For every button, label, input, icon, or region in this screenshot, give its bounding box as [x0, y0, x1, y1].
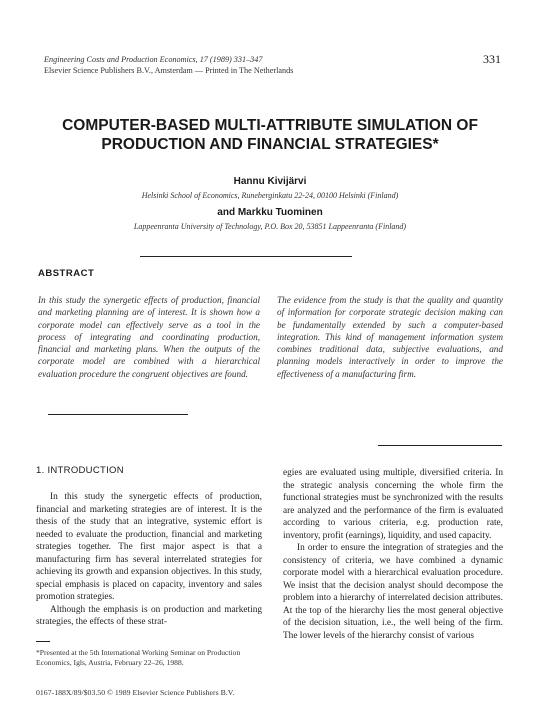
intro-paragraph: Although the emphasis is on production and marketing strategies, the effects of these strat- [36, 604, 262, 627]
paper-title: COMPUTER-BASED MULTI-ATTRIBUTE SIMULATION OF PRODUCTION AND FINANCIAL STRATEGIES* [62, 117, 478, 153]
author-2-name: and Markku Tuominen [217, 207, 323, 218]
author-1-affiliation: Helsinki School of Economics, Runeberginkatu 22-24, 00100 Helsinki (Finland) [141, 191, 399, 200]
abstract-left: In this study the synergetic effects of production, financial and marketing planning are of interest. It is shown how a corporate model can effectively serve as a tool in the process of integrating and coordinating production, financial and marketing plans. When the outputs of the corporate model are combined with a hierarchical evaluation procedure the congruent objectives are found. [38, 295, 260, 379]
author-2-affiliation: Lappeenranta University of Technology, P.O. Box 20, 53851 Lappeenranta (Finland) [133, 222, 407, 231]
intro-paragraph: egies are evaluated using multiple, diversified criteria. In the strategic analysis concerning the whole firm the functional strategies must be synchronized with the results are analyzed and the performance of the firm is evaluated according to various criteria, e.g. production rate, inventory, profit (earnings), liquidity, and used capacity. [283, 468, 503, 541]
title-divider [140, 256, 352, 257]
intro-paragraph: In this study the synergetic effects of production, financial and marketing strategies are of interest. It is the thesis of the study that an integrative, systemic effort is needed to evaluate the production, financial and marketing strategies together. The first major aspect is that a manufacturing firm has several interrelated strategies for achieving its growth and expansion objectives. In this study, special emphasis is placed on capacity, inventory and sales promotion strategies. [36, 492, 262, 602]
copyright-footer: 0167-188X/89/$03.50 © 1989 Elsevier Science Publishers B.V. [36, 688, 235, 697]
page-number: 331 [483, 52, 501, 66]
abstract-divider-left [48, 414, 188, 415]
publisher-line: Elsevier Science Publishers B.V., Amsterdam — Printed in The Netherlands [44, 66, 294, 75]
footnote-rule [36, 641, 50, 642]
intro-paragraph: In order to ensure the integration of strategies and the consistency of criteria, we have combined a dynamic corporate model with a hierarchical evaluation procedure. We insist that the decision analyst should decompose the problem into a hierarchy of interrelated decision attributes. At the top of the hierarchy lies the most general objective of the decision situation, i.e., the well being of the firm. The lower levels of the hierarchy consist of various [283, 543, 503, 641]
intro-right-column [283, 467, 503, 642]
intro-left-column [36, 491, 262, 629]
abstract-right: The evidence from the study is that the quality and quantity of information for corporate strategic decision making can be fundamentally extended by such a computer-based integration. This kind of management information system combines traditional data, subjective evaluations, and planning models interactively in order to improve the effectiveness of a manufacturing firm. [277, 295, 503, 379]
running-header [44, 54, 504, 76]
abstract-divider-right [378, 445, 502, 446]
journal-citation: Engineering Costs and Production Economics, 17 (1989) 331–347 [44, 55, 263, 64]
author-1-name: Hannu Kivijärvi [233, 176, 307, 187]
section-heading-introduction: 1. INTRODUCTION [36, 465, 124, 476]
footnote: *Presented at the 5th International Working Seminar on Production Economics, Igls, Austria, February 22–26, 1988. [36, 648, 241, 667]
abstract-heading: ABSTRACT [38, 268, 95, 279]
